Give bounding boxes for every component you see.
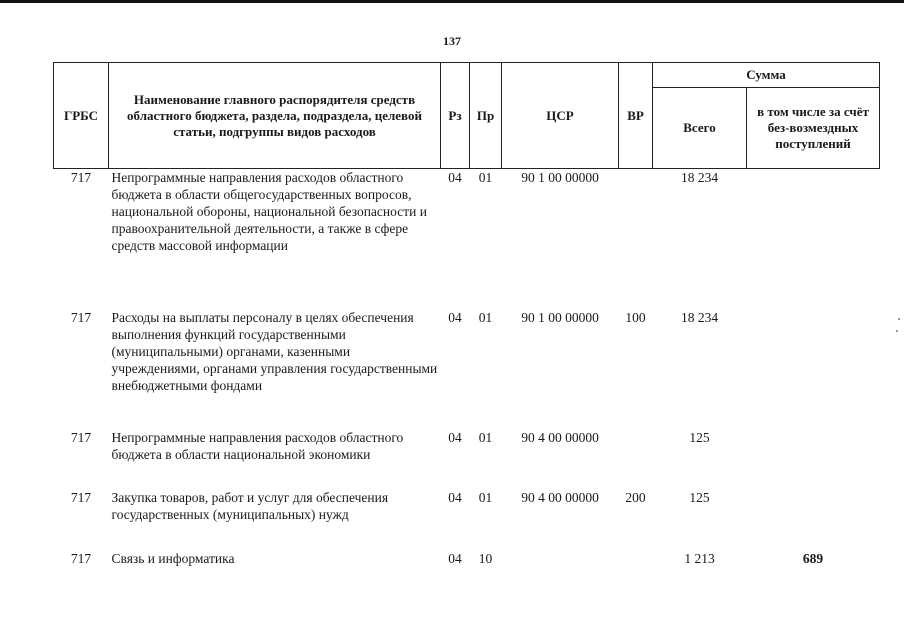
table-row — [54, 550, 880, 580]
header-name: Наименование главного распорядителя средств областного бюджета, раздела, подраздела, целевой статьи, подгруппы видов расходов — [109, 63, 441, 169]
header-sum: Сумма — [653, 63, 880, 88]
cell-vr — [619, 550, 653, 580]
header-grbs: ГРБС — [54, 63, 109, 169]
table-body — [54, 169, 880, 580]
header-free: в том числе за счёт без-возмездных поступлений — [747, 88, 880, 169]
table-header — [54, 63, 880, 169]
cell-csr: 90 4 00 00000 — [521, 489, 599, 505]
cell-rz: 04 — [448, 550, 462, 566]
top-border-rule — [0, 0, 904, 3]
header-total: Всего — [653, 88, 747, 169]
cell-pr: 01 — [478, 429, 493, 445]
cell-vr — [619, 429, 653, 489]
cell-rz: 04 — [448, 489, 462, 505]
scan-speck — [898, 318, 900, 320]
cell-pr: 10 — [478, 550, 493, 566]
cell-name: Закупка товаров, работ и услуг для обеспечения государственных (муниципальных) нужд — [111, 489, 389, 522]
cell-grbs: 717 — [70, 550, 92, 566]
table-row — [54, 489, 880, 550]
cell-csr — [502, 550, 619, 580]
cell-grbs: 717 — [70, 309, 92, 325]
header-vr: ВР — [619, 63, 653, 169]
header-csr: ЦСР — [502, 63, 619, 169]
cell-free — [747, 309, 880, 429]
cell-pr: 01 — [478, 489, 493, 505]
cell-pr: 01 — [478, 309, 493, 325]
cell-vr: 100 — [625, 309, 646, 325]
header-rz: Рз — [441, 63, 470, 169]
cell-total: 18 234 — [680, 309, 719, 325]
cell-name: Непрограммные направления расходов областного бюджета в области национальной экономики — [111, 429, 404, 462]
cell-pr: 01 — [478, 170, 493, 185]
cell-csr: 90 1 00 00000 — [521, 309, 599, 325]
cell-total: 125 — [689, 489, 710, 505]
cell-name: Связь и информатика — [111, 550, 235, 566]
cell-vr — [619, 169, 653, 309]
cell-rz: 04 — [448, 170, 462, 185]
page-number: 137 — [443, 34, 461, 48]
table-row — [54, 429, 880, 489]
cell-grbs: 717 — [70, 429, 92, 445]
cell-free — [747, 489, 880, 550]
cell-csr: 90 1 00 00000 — [521, 170, 599, 185]
scan-speck — [896, 330, 898, 332]
cell-total: 18 234 — [680, 170, 719, 185]
header-pr: Пр — [470, 63, 502, 169]
cell-csr: 90 4 00 00000 — [521, 429, 599, 445]
cell-total: 125 — [689, 429, 710, 445]
cell-total: 1 213 — [684, 550, 715, 566]
cell-free — [747, 429, 880, 489]
table-row — [54, 309, 880, 429]
cell-rz: 04 — [448, 309, 462, 325]
cell-free: 689 — [802, 550, 824, 566]
table-row — [54, 169, 880, 309]
cell-rz: 04 — [448, 429, 462, 445]
cell-grbs: 717 — [70, 489, 92, 505]
cell-free — [747, 169, 880, 309]
budget-table — [53, 62, 880, 580]
header-row-top — [54, 63, 880, 88]
cell-vr: 200 — [625, 489, 646, 505]
cell-name: Расходы на выплаты персоналу в целях обеспечения выполнения функций государственными (муниципальными) органами, казенными учреждениями, органами управления государственными внебюджетными фондами — [111, 309, 438, 393]
cell-grbs: 717 — [70, 170, 92, 185]
cell-name: Непрограммные направления расходов областного бюджета в области общегосударственных вопросов, национальной обороны, национальной безопасности и правоохранительной деятельности, а также в сфере средств массовой информации — [111, 170, 427, 253]
